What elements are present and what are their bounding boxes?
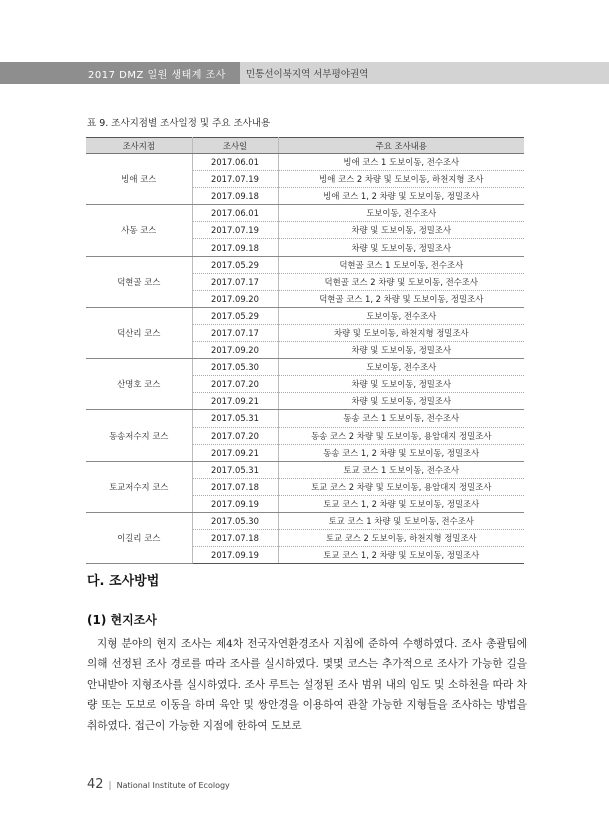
date-cell: 2017.09.21 <box>192 393 278 410</box>
site-cell: 산명호 코스 <box>86 359 192 410</box>
content-cell: 토교 코스 1 도보이동, 전수조사 <box>278 461 524 478</box>
section-heading: 다. 조사방법 <box>87 574 160 589</box>
column-header-site: 조사지점 <box>86 138 192 154</box>
table-row <box>86 461 524 478</box>
date-cell: 2017.09.18 <box>192 239 278 256</box>
site-cell: 덕산리 코스 <box>86 307 192 358</box>
subsection-heading: (1) 현지조사 <box>87 613 157 627</box>
date-cell: 2017.09.21 <box>192 444 278 461</box>
date-cell: 2017.09.20 <box>192 290 278 307</box>
date-cell: 2017.09.19 <box>192 495 278 512</box>
table-row <box>86 154 524 171</box>
content-cell: 도보이동, 전수조사 <box>278 359 524 376</box>
column-header-date: 조사일 <box>192 138 278 154</box>
date-cell: 2017.05.29 <box>192 307 278 324</box>
date-cell: 2017.09.20 <box>192 342 278 359</box>
content-cell: 토교 코스 1 차량 및 도보이동, 전수조사 <box>278 512 524 529</box>
table-row <box>86 205 524 222</box>
content-cell: 동송 코스 1, 2 차량 및 도보이동, 정밀조사 <box>278 444 524 461</box>
footer-institute: National Institute of Ecology <box>116 781 230 790</box>
table-row <box>86 307 524 324</box>
column-header-content: 주요 조사내용 <box>278 138 524 154</box>
footer-separator: | <box>108 781 112 791</box>
content-cell: 토교 코스 1, 2 차량 및 도보이동, 정밀조사 <box>278 547 524 564</box>
content-cell: 동송 코스 2 차량 및 도보이동, 용암대지 정밀조사 <box>278 427 524 444</box>
content-cell: 도보이동, 전수조사 <box>278 307 524 324</box>
site-cell: 토교저수지 코스 <box>86 461 192 512</box>
content-cell: 차량 및 도보이동, 정밀조사 <box>278 239 524 256</box>
table-title: 표 9. 조사지점별 조사일정 및 주요 조사내용 <box>87 118 271 129</box>
date-cell: 2017.05.30 <box>192 512 278 529</box>
date-cell: 2017.05.29 <box>192 256 278 273</box>
date-cell: 2017.07.19 <box>192 222 278 239</box>
date-cell: 2017.07.17 <box>192 324 278 341</box>
date-cell: 2017.07.19 <box>192 171 278 188</box>
site-cell: 이길리 코스 <box>86 512 192 563</box>
date-cell: 2017.07.18 <box>192 478 278 495</box>
header-title: 2017 DMZ 일원 생태계 조사 <box>88 70 226 81</box>
site-cell: 덕현골 코스 <box>86 256 192 307</box>
date-cell: 2017.07.20 <box>192 376 278 393</box>
date-cell: 2017.06.01 <box>192 205 278 222</box>
content-cell: 덕현골 코스 2 차량 및 도보이동, 전수조사 <box>278 273 524 290</box>
content-cell: 덕현골 코스 1 도보이동, 전수조사 <box>278 256 524 273</box>
content-cell: 덕현골 코스 1, 2 차량 및 도보이동, 정밀조사 <box>278 290 524 307</box>
date-cell: 2017.05.30 <box>192 359 278 376</box>
content-cell: 차량 및 도보이동, 하천지형 정밀조사 <box>278 324 524 341</box>
table-row <box>86 512 524 529</box>
content-cell: 차량 및 도보이동, 정밀조사 <box>278 222 524 239</box>
table-row <box>86 359 524 376</box>
date-cell: 2017.07.20 <box>192 427 278 444</box>
table-header-row <box>86 138 524 154</box>
site-cell: 사동 코스 <box>86 205 192 256</box>
content-cell: 빙애 코스 1, 2 차량 및 도보이동, 정밀조사 <box>278 188 524 205</box>
date-cell: 2017.05.31 <box>192 410 278 427</box>
content-cell: 토교 코스 2 도보이동, 하천지형 정밀조사 <box>278 530 524 547</box>
page-number: 42 <box>87 777 104 792</box>
content-cell: 토교 코스 2 차량 및 도보이동, 용암대지 정밀조사 <box>278 478 524 495</box>
content-cell: 빙애 코스 2 차량 및 도보이동, 하천지형 조사 <box>278 171 524 188</box>
content-cell: 차량 및 도보이동, 정밀조사 <box>278 342 524 359</box>
content-cell: 빙애 코스 1 도보이동, 전수조사 <box>278 154 524 171</box>
content-cell: 차량 및 도보이동, 정밀조사 <box>278 393 524 410</box>
body-paragraph: 지형 분야의 현지 조사는 제4차 전국자연환경조사 지침에 준하여 수행하였다. 조사 총괄팀에 의해 선정된 조사 경로를 따라 조사를 실시하였다. 몇몇 코스는 추가적으로 조사가 가능한 길을 안내받아 지형조사를 실시하였다. 조사 루트는 설정된 조사 범위 내의 임도 및 소하천을 따라 차량 또는 도보로 이동을 하며 육안 및 쌍안경을 이용하여 관찰 가능한 지형들을 조사하는 방법을 취하였다. 접근이 가능한 지점에 한하여 도보로 <box>87 638 527 732</box>
header-subtitle: 민통선이북지역 서부평야권역 <box>246 69 369 80</box>
content-cell: 도보이동, 전수조사 <box>278 205 524 222</box>
content-cell: 토교 코스 1, 2 차량 및 도보이동, 정밀조사 <box>278 495 524 512</box>
date-cell: 2017.06.01 <box>192 154 278 171</box>
date-cell: 2017.05.31 <box>192 461 278 478</box>
table-row <box>86 256 524 273</box>
date-cell: 2017.09.18 <box>192 188 278 205</box>
content-cell: 차량 및 도보이동, 정밀조사 <box>278 376 524 393</box>
date-cell: 2017.07.18 <box>192 530 278 547</box>
date-cell: 2017.07.17 <box>192 273 278 290</box>
date-cell: 2017.09.19 <box>192 547 278 564</box>
content-cell: 동송 코스 1 도보이동, 전수조사 <box>278 410 524 427</box>
table-body <box>86 154 524 564</box>
site-cell: 동송저수지 코스 <box>86 410 192 461</box>
page-footer <box>87 773 230 792</box>
site-cell: 빙애 코스 <box>86 154 192 205</box>
survey-schedule-table <box>86 137 524 564</box>
table-row <box>86 410 524 427</box>
